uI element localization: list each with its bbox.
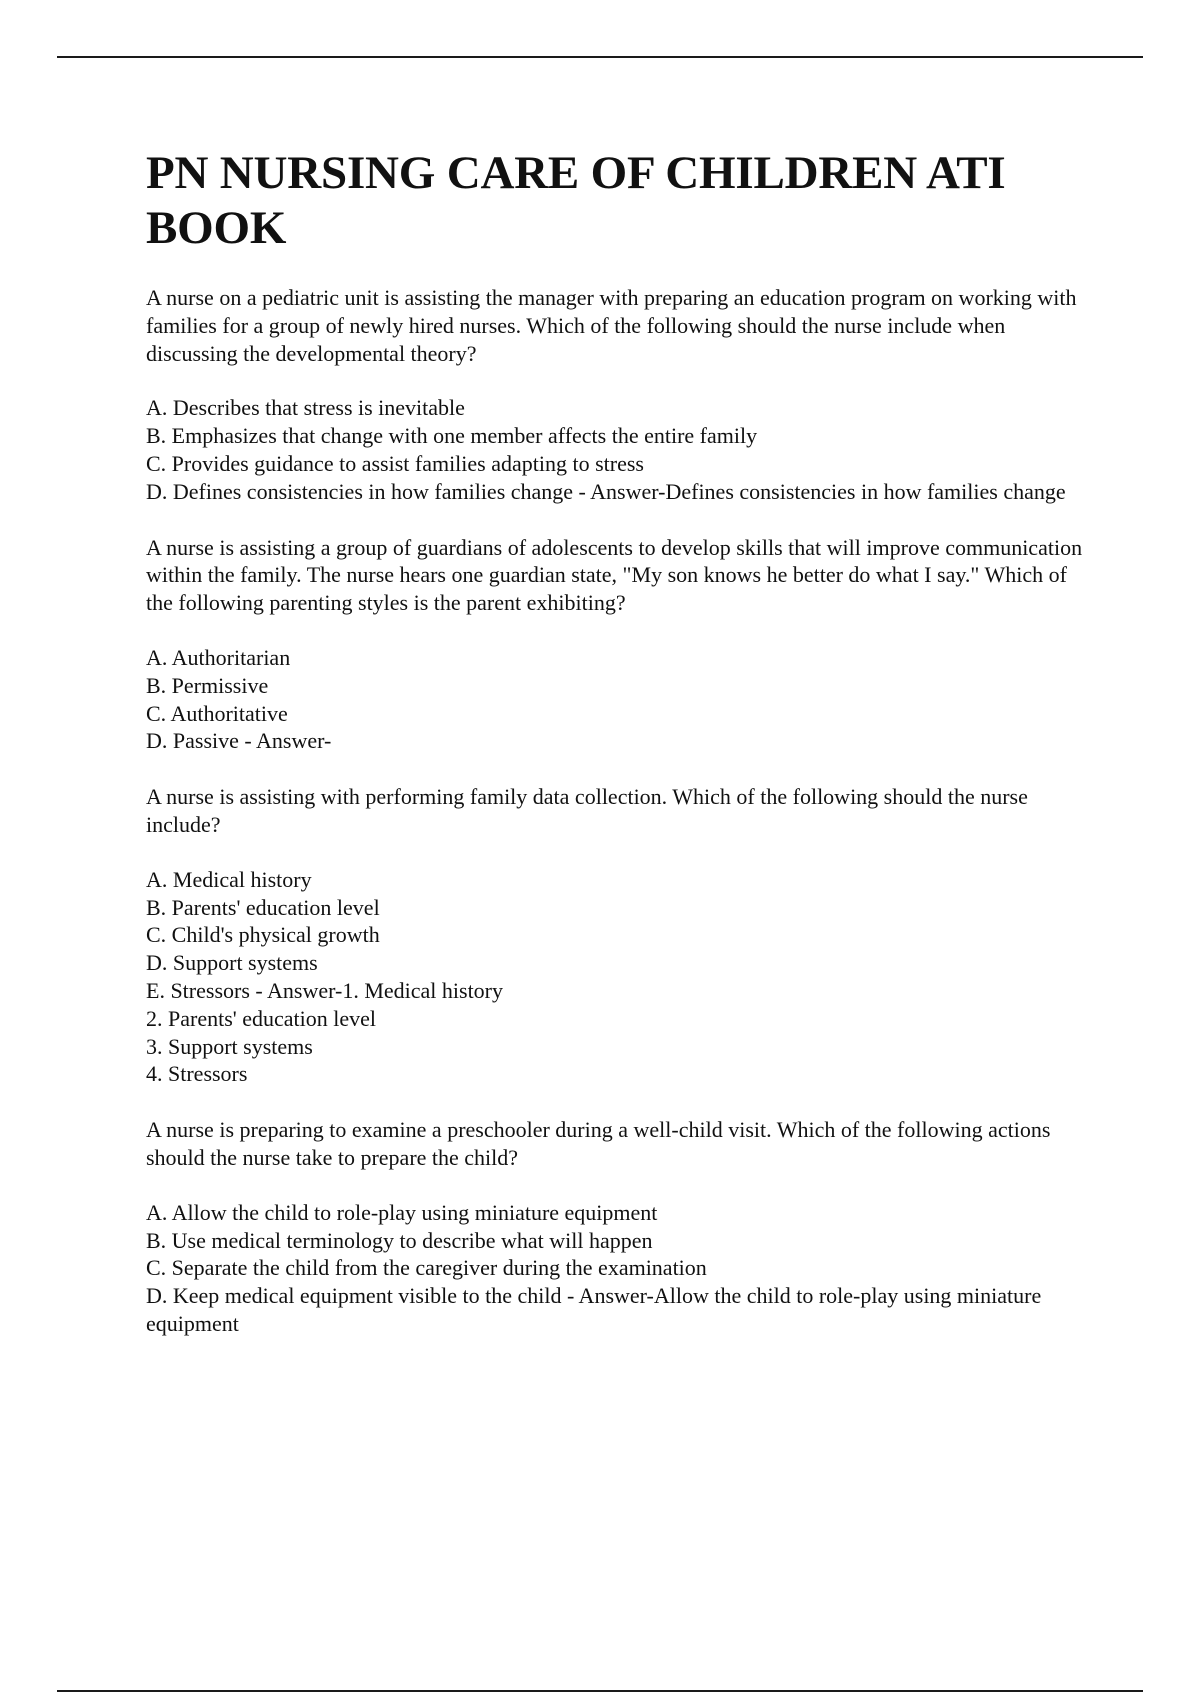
question-3-text: A nurse is assisting with performing family data collection. Which of the following should the nurse include? [146, 784, 1028, 837]
question-3-answer-3: 3. Support systems [146, 1033, 313, 1059]
question-4-options [146, 1199, 1096, 1338]
question-1-option-c: C. Provides guidance to assist families adapting to stress [146, 450, 644, 476]
question-1 [146, 284, 1096, 506]
question-4-option-b: B. Use medical terminology to describe what will happen [146, 1227, 653, 1253]
question-4 [146, 1116, 1096, 1338]
page-content [146, 146, 1096, 1338]
question-3-option-a: A. Medical history [146, 866, 312, 892]
question-2-option-a: A. Authoritarian [146, 644, 291, 670]
question-2-option-d: D. Passive - Answer- [146, 728, 332, 754]
document-title: PN NURSING CARE OF CHILDREN ATI BOOK [146, 147, 1006, 254]
question-1-text: A nurse on a pediatric unit is assisting the manager with preparing an education program on working with families for a group of newly hired nurses. Which of the following should the nurse include when discussing the developmental theory? [146, 285, 1077, 366]
question-2 [146, 534, 1096, 756]
question-3-option-e: E. Stressors - Answer-1. Medical history [146, 977, 504, 1003]
question-2-option-c: C. Authoritative [146, 700, 288, 726]
bottom-divider [57, 1690, 1143, 1692]
question-3-options [146, 866, 1096, 1088]
question-4-option-d: D. Keep medical equipment visible to the child - Answer-Allow the child to role-play using miniature equipment [146, 1283, 1042, 1336]
question-4-option-a: A. Allow the child to role-play using miniature equipment [146, 1199, 658, 1225]
question-1-option-d: D. Defines consistencies in how families change - Answer-Defines consistencies in how families change [146, 478, 1066, 504]
question-4-text: A nurse is preparing to examine a preschooler during a well-child visit. Which of the following actions should the nurse take to prepare the child? [146, 1117, 1051, 1170]
question-4-option-c: C. Separate the child from the caregiver during the examination [146, 1255, 707, 1281]
question-3 [146, 783, 1096, 1088]
question-3-answer-2: 2. Parents' education level [146, 1005, 377, 1031]
question-2-text: A nurse is assisting a group of guardians of adolescents to develop skills that will improve communication within the family. The nurse hears one guardian state, "My son knows he better do what I say." Which of the following parenting styles is the parent exhibiting? [146, 534, 1083, 616]
top-divider [57, 56, 1143, 58]
question-1-option-a: A. Describes that stress is inevitable [146, 395, 465, 421]
question-1-option-b: B. Emphasizes that change with one member affects the entire family [146, 423, 758, 449]
question-3-answer-4: 4. Stressors [146, 1061, 248, 1087]
question-3-option-c: C. Child's physical growth [146, 922, 380, 948]
question-1-options [146, 394, 1096, 505]
question-2-options [146, 644, 1096, 755]
question-2-option-b: B. Permissive [146, 672, 269, 698]
question-3-option-d: D. Support systems [146, 950, 318, 976]
question-3-option-b: B. Parents' education level [146, 894, 380, 920]
